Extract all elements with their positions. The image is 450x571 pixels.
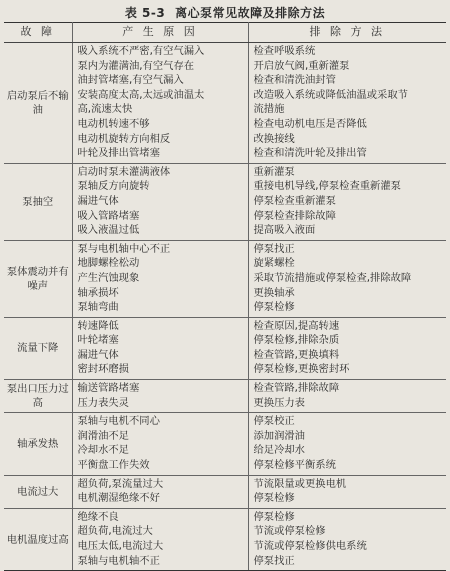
remedy-line: 停泵检修平衡系统	[253, 459, 336, 472]
cause-line: 冷却水不足	[77, 444, 129, 457]
remedy-cell	[248, 475, 446, 508]
cause-line: 启动时泵未灌满液体	[77, 165, 171, 178]
table-title: 离心泵常见故障及排除方法	[175, 6, 326, 20]
cause-line: 电压太低,电流过大	[77, 540, 164, 552]
cause-line: 输送管路堵塞	[77, 382, 140, 395]
remedy-cell	[248, 43, 446, 164]
remedy-cell	[248, 163, 446, 240]
cause-line: 密封环磨损	[77, 363, 129, 376]
remedy-line: 停泵找正	[253, 554, 295, 567]
remedy-line: 更换压力表	[253, 396, 305, 409]
cause-line: 吸入管路堵塞	[77, 209, 140, 222]
header-remedy: 排 除 方 法	[248, 23, 446, 43]
fault-cell: 电流过大	[4, 475, 72, 508]
cause-line: 漏进气体	[77, 194, 119, 207]
cause-cell	[72, 43, 248, 164]
remedy-line: 停泵检修	[253, 301, 295, 314]
remedy-line: 节流或停泵检修	[253, 525, 326, 538]
table-row	[4, 413, 446, 475]
remedy-line: 采取节流措施或停泵检查,排除故障	[253, 271, 412, 284]
cause-line: 泵轴与电机不同心	[77, 415, 160, 428]
remedy-line: 停泵检修,更换密封环	[253, 363, 350, 376]
cause-cell	[72, 413, 248, 475]
cause-line: 产生汽蚀现象	[77, 271, 140, 284]
remedy-line: 开启放气阀,重新灌泵	[253, 59, 350, 72]
cause-line: 绝缘不良	[77, 510, 119, 523]
remedy-cell	[248, 413, 446, 475]
table-caption	[0, 4, 450, 21]
remedy-line: 检查呼吸系统	[253, 45, 316, 57]
cause-line: 泵轴反方向旋转	[77, 180, 150, 193]
fault-table	[4, 22, 446, 571]
cause-cell	[72, 163, 248, 240]
remedy-line: 检查管路,更换填料	[253, 348, 340, 361]
remedy-line: 给足冷却水	[253, 444, 305, 457]
table-body	[4, 43, 446, 571]
cause-line: 压力表失灵	[77, 396, 129, 409]
cause-line: 电动机旋转方向相反	[77, 132, 171, 145]
cause-line: 电动机转速不够	[77, 117, 150, 130]
cause-cell	[72, 380, 248, 413]
remedy-line: 节流或停泵检修供电系统	[253, 540, 367, 552]
cause-line: 安装高度太高,太远或油温太	[77, 88, 205, 101]
cause-line: 叶轮及排出管堵塞	[77, 147, 160, 160]
fault-cell: 轴承发热	[4, 413, 72, 475]
cause-line: 地脚螺栓松动	[77, 257, 140, 270]
table-row	[4, 475, 446, 508]
cause-line: 泵轴与电机轴不正	[77, 554, 160, 567]
table-row	[4, 508, 446, 570]
cause-line: 吸入液温过低	[77, 224, 140, 237]
remedy-line: 检查原因,提高转速	[253, 319, 340, 332]
remedy-line: 提高吸入液面	[253, 224, 316, 237]
remedy-line: 停泵校正	[253, 415, 295, 428]
remedy-line: 停泵检修,排除杂质	[253, 334, 340, 347]
cause-line: 吸入系统不严密,有空气漏入	[77, 45, 205, 57]
remedy-line: 流措施	[253, 103, 285, 116]
cause-line: 超负荷,泵流量过大	[77, 477, 164, 490]
header-fault: 故 障	[4, 23, 72, 43]
table-row	[4, 317, 446, 379]
cause-line: 泵与电机轴中心不正	[77, 242, 171, 255]
remedy-line: 添加润滑油	[253, 429, 305, 442]
cause-cell	[72, 240, 248, 317]
remedy-line: 检查管路,排除故障	[253, 382, 340, 395]
cause-line: 油封管堵塞,有空气漏入	[77, 74, 184, 87]
remedy-line: 改造吸入系统或降低油温或采取节	[253, 88, 408, 101]
cause-line: 超负荷,电流过大	[77, 525, 153, 538]
remedy-cell	[248, 508, 446, 570]
table-row	[4, 240, 446, 317]
fault-cell: 启动泵后不输油	[4, 43, 72, 164]
cause-line: 电机潮湿绝缘不好	[77, 492, 160, 505]
cause-line: 高,流速太快	[77, 103, 133, 116]
cause-cell	[72, 475, 248, 508]
cause-line: 漏进气体	[77, 348, 119, 361]
cause-line: 泵内为灌满油,有空气存在	[77, 59, 195, 72]
cause-cell	[72, 317, 248, 379]
remedy-line: 检查电动机电压是否降低	[253, 117, 367, 130]
remedy-cell	[248, 240, 446, 317]
cause-line: 轴承损坏	[77, 286, 119, 299]
table-number: 表 5-3	[124, 6, 166, 20]
fault-cell: 泵体震动并有噪声	[4, 240, 72, 317]
header-row	[4, 23, 446, 43]
remedy-line: 旋紧螺栓	[253, 257, 295, 270]
cause-cell	[72, 508, 248, 570]
cause-line: 平衡盘工作失效	[77, 459, 150, 472]
remedy-line: 检查和清洗叶轮及排出管	[253, 147, 367, 160]
remedy-line: 检查和清洗油封管	[253, 74, 336, 87]
remedy-line: 重接电机导线,停泵检查重新灌泵	[253, 180, 401, 193]
cause-line: 叶轮堵塞	[77, 334, 119, 347]
cause-line: 润滑油不足	[77, 429, 129, 442]
remedy-line: 停泵检查重新灌泵	[253, 194, 336, 207]
cause-line: 转速降低	[77, 319, 119, 332]
fault-cell: 流量下降	[4, 317, 72, 379]
table-row	[4, 163, 446, 240]
table-row	[4, 43, 446, 164]
remedy-line: 停泵检修	[253, 510, 295, 523]
fault-cell: 泵出口压力过高	[4, 380, 72, 413]
remedy-line: 停泵找正	[253, 242, 295, 255]
table-row	[4, 380, 446, 413]
remedy-line: 改换接线	[253, 132, 295, 145]
remedy-line: 停泵检查排除故障	[253, 209, 336, 222]
remedy-cell	[248, 380, 446, 413]
remedy-line: 节流限量或更换电机	[253, 477, 347, 490]
remedy-cell	[248, 317, 446, 379]
remedy-line: 停泵检修	[253, 492, 295, 505]
cause-line: 泵轴弯曲	[77, 301, 119, 314]
fault-cell: 电机温度过高	[4, 508, 72, 570]
fault-cell: 泵抽空	[4, 163, 72, 240]
remedy-line: 重新灌泵	[253, 165, 295, 178]
remedy-line: 更换轴承	[253, 286, 295, 299]
header-cause: 产 生 原 因	[72, 23, 248, 43]
